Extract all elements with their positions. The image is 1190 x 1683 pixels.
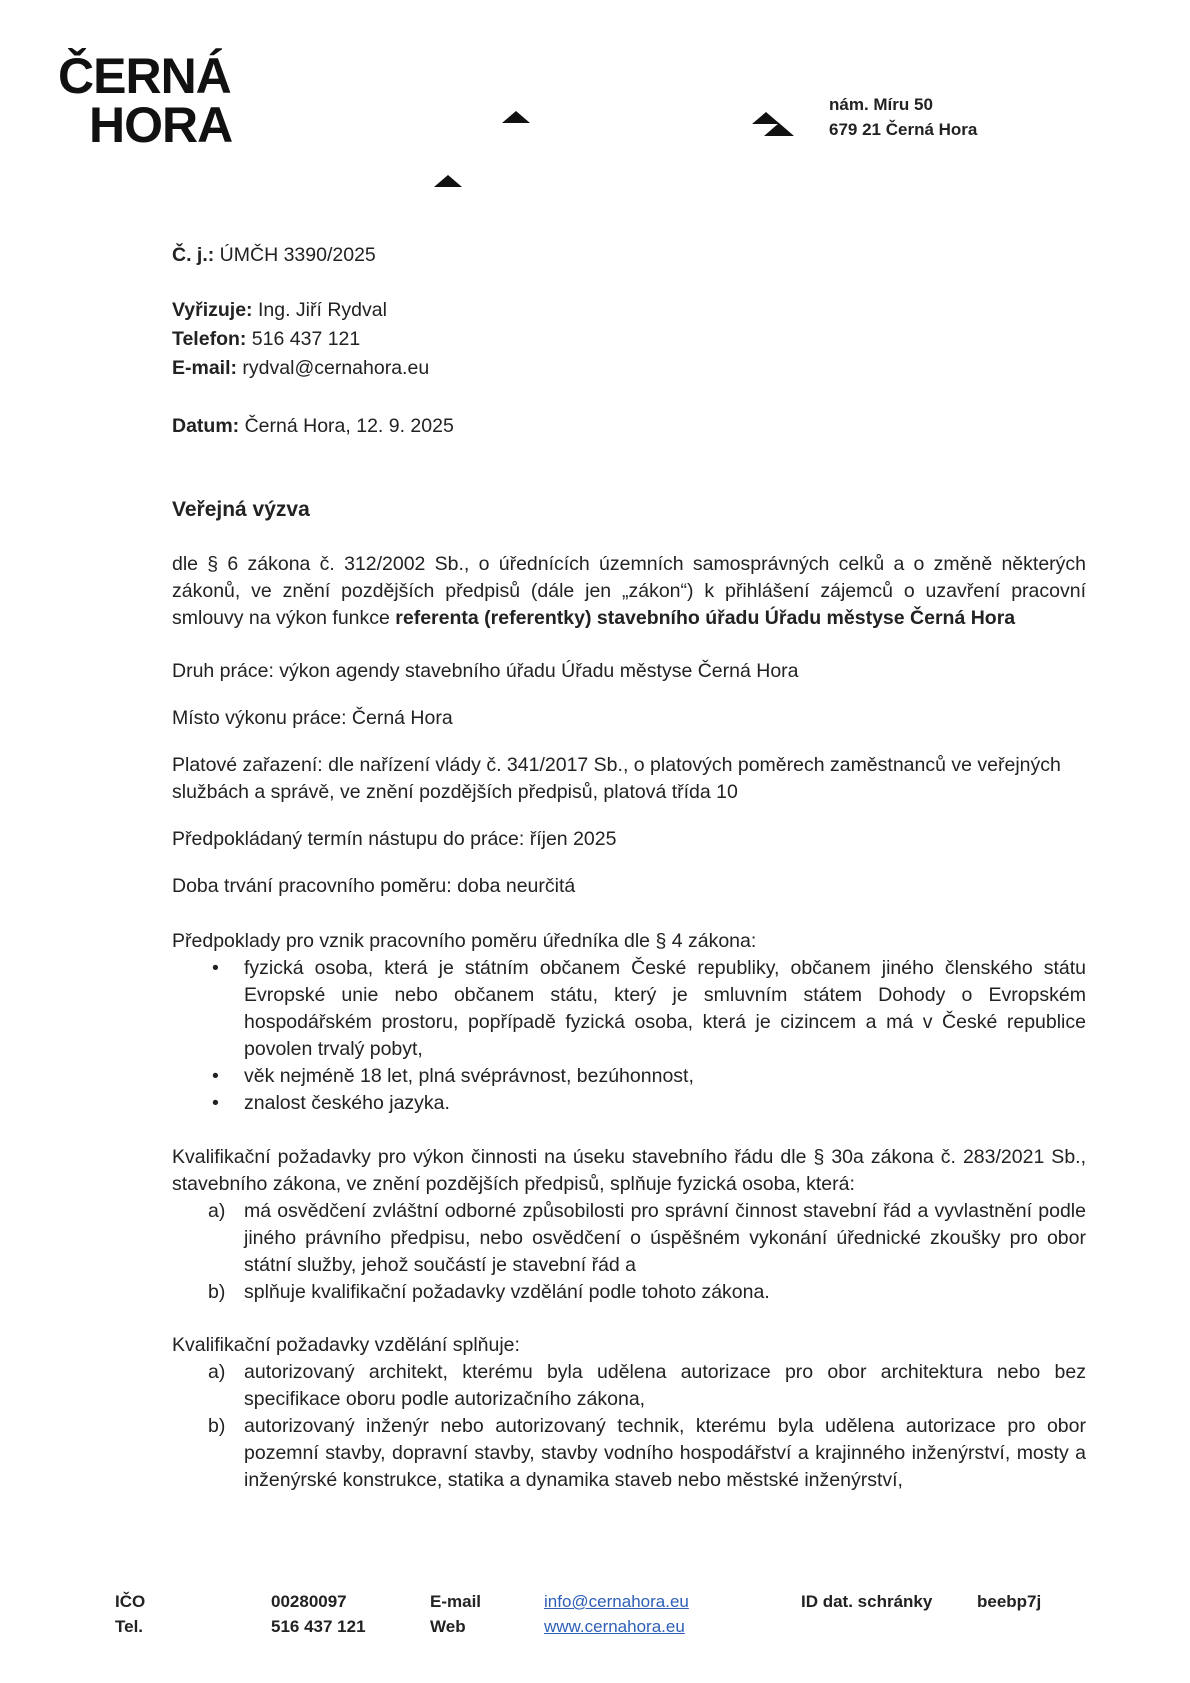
bullet-icon: •	[212, 1065, 219, 1087]
kvalifikacni-heading: Kvalifikační požadavky pro výkon činnosti na úseku stavebního řádu dle § 30a zákona č. 283/2021 Sb., stavebního zákona, ve znění pozdějších předpisů, splňuje fyzická osoba, která:	[172, 1146, 1086, 1195]
telefon-value: 516 437 121	[246, 328, 361, 350]
kvalifikacni-section	[172, 1144, 1086, 1306]
email-value: rydval@cernahora.eu	[237, 357, 430, 379]
footer-links	[544, 1589, 689, 1639]
logo-line-1: ČERNÁ	[58, 48, 231, 104]
footer-email-label: E-mail	[430, 1592, 482, 1611]
contact-info	[172, 296, 1086, 383]
logo	[58, 48, 233, 153]
list-marker: a)	[208, 1361, 226, 1383]
tel-label: Tel.	[115, 1617, 144, 1636]
predpoklady-section	[172, 928, 1086, 1117]
cj-value: ÚMČH 3390/2025	[214, 244, 376, 266]
vyrizuje-value: Ing. Jiří Rydval	[252, 299, 387, 321]
platove-zarazeni: Platové zařazení: dle nařízení vlády č. 341/2017 Sb., o platových poměrech zaměstnanců ve veřejných službách a správě, ve znění pozdějších předpisů, platová třída 10	[172, 754, 1061, 803]
list-item: a) autorizovaný architekt, kterému byla udělena autorizace pro obor architektura nebo bez specifikace oboru podle autorizačního zákona,	[208, 1361, 1086, 1410]
footer-web-link[interactable]: www.cernahora.eu	[544, 1617, 685, 1636]
triangle-decoration-icon	[502, 110, 530, 124]
bullet-icon: •	[212, 1092, 219, 1114]
list-marker: a)	[208, 1200, 226, 1222]
footer-labels-mid	[430, 1589, 481, 1639]
logo-line-2: HORA	[89, 97, 233, 153]
ds-value: beebp7j	[977, 1592, 1042, 1611]
header-address	[829, 92, 977, 142]
address-line-2: 679 21 Černá Hora	[829, 120, 978, 139]
list-marker: b)	[208, 1281, 226, 1303]
footer-labels-left	[115, 1589, 145, 1639]
list-item: • znalost českého jazyka.	[172, 1090, 1086, 1117]
intro-paragraph	[172, 551, 1086, 632]
ds-label: ID dat. schránky	[801, 1592, 933, 1611]
bullet-icon: •	[212, 957, 219, 979]
list-item: a) má osvědčení zvláštní odborné způsobilosti pro správní činnost stavební řád a vyvlastnění podle jiného právního předpisu, nebo osvědčení o úspěšném vykonání úřednické zkoušky pro obor státní služby, jehož součástí je stavební řád a	[208, 1200, 1086, 1276]
list-marker: b)	[208, 1415, 226, 1437]
reference-number	[172, 242, 1086, 269]
tel-value: 516 437 121	[271, 1617, 366, 1636]
ico-label: IČO	[115, 1592, 146, 1611]
datum-value: Černá Hora, 12. 9. 2025	[239, 415, 454, 437]
kvalifikacni-list	[172, 1198, 1086, 1306]
cj-label: Č. j.:	[172, 244, 215, 266]
footer-values-left	[271, 1589, 366, 1639]
list-item: • fyzická osoba, která je státním občanem České republiky, občanem jiného členského státu Evropské unie nebo občanem státu, který je smluvním státem Dohody o Evropském hospodářském prostoru, popřípadě fyzická osoba, která je cizincem a má v České republice povolen trvalý pobyt,	[212, 957, 1086, 1060]
doba-trvani: Doba trvání pracovního poměru: doba neurčitá	[172, 875, 576, 897]
address-line-1: nám. Míru 50	[829, 95, 933, 114]
vzdelani-list	[172, 1359, 1086, 1494]
intro-bold: referenta (referentky) stavebního úřadu Úřadu městyse Černá Hora	[395, 607, 1016, 629]
footer-web-label: Web	[430, 1617, 466, 1636]
intro-text: dle § 6 zákona č. 312/2002 Sb., o úřednících územních samosprávných celků a o změně některých zákonů, ve znění pozdějších předpisů (dále jen „zákon“) k přihlášení zájemců o uzavření pracovní smlouvy na výkon funkce	[172, 553, 1086, 629]
email-label: E-mail:	[172, 357, 238, 379]
predpoklady-heading: Předpoklady pro vznik pracovního poměru úředníka dle § 4 zákona:	[172, 930, 757, 952]
druh-prace: Druh práce: výkon agendy stavebního úřadu Úřadu městyse Černá Hora	[172, 660, 799, 682]
triangle-pair-decoration-icon	[752, 111, 794, 137]
document-title: Veřejná výzva	[172, 498, 310, 521]
vzdelani-heading: Kvalifikační požadavky vzdělání splňuje:	[172, 1334, 520, 1356]
list-item: b) autorizovaný inženýr nebo autorizovaný technik, kterému byla udělena autorizace pro obor pozemní stavby, dopravní stavby, stavby vodního hospodářství a krajinného inženýrství, mosty a inženýrské konstrukce, statika a dynamika staveb nebo městské inženýrství,	[208, 1415, 1086, 1491]
list-item: • věk nejméně 18 let, plná svéprávnost, bezúhonnost,	[172, 1063, 1086, 1090]
telefon-label: Telefon:	[172, 328, 247, 350]
vyrizuje-label: Vyřizuje:	[172, 299, 253, 321]
misto-vykonu: Místo výkonu práce: Černá Hora	[172, 707, 453, 729]
vzdelani-section	[172, 1332, 1086, 1494]
list-item: b) splňuje kvalifikační požadavky vzdělání podle tohoto zákona.	[172, 1279, 1086, 1306]
termin-nastupu: Předpokládaný termín nástupu do práce: říjen 2025	[172, 828, 617, 850]
footer-email-link[interactable]: info@cernahora.eu	[544, 1592, 689, 1611]
triangle-decoration-icon	[434, 174, 462, 188]
datum-label: Datum:	[172, 415, 240, 437]
predpoklady-list	[172, 955, 1086, 1117]
ico-value: 00280097	[271, 1592, 347, 1611]
date-line	[172, 413, 1086, 440]
